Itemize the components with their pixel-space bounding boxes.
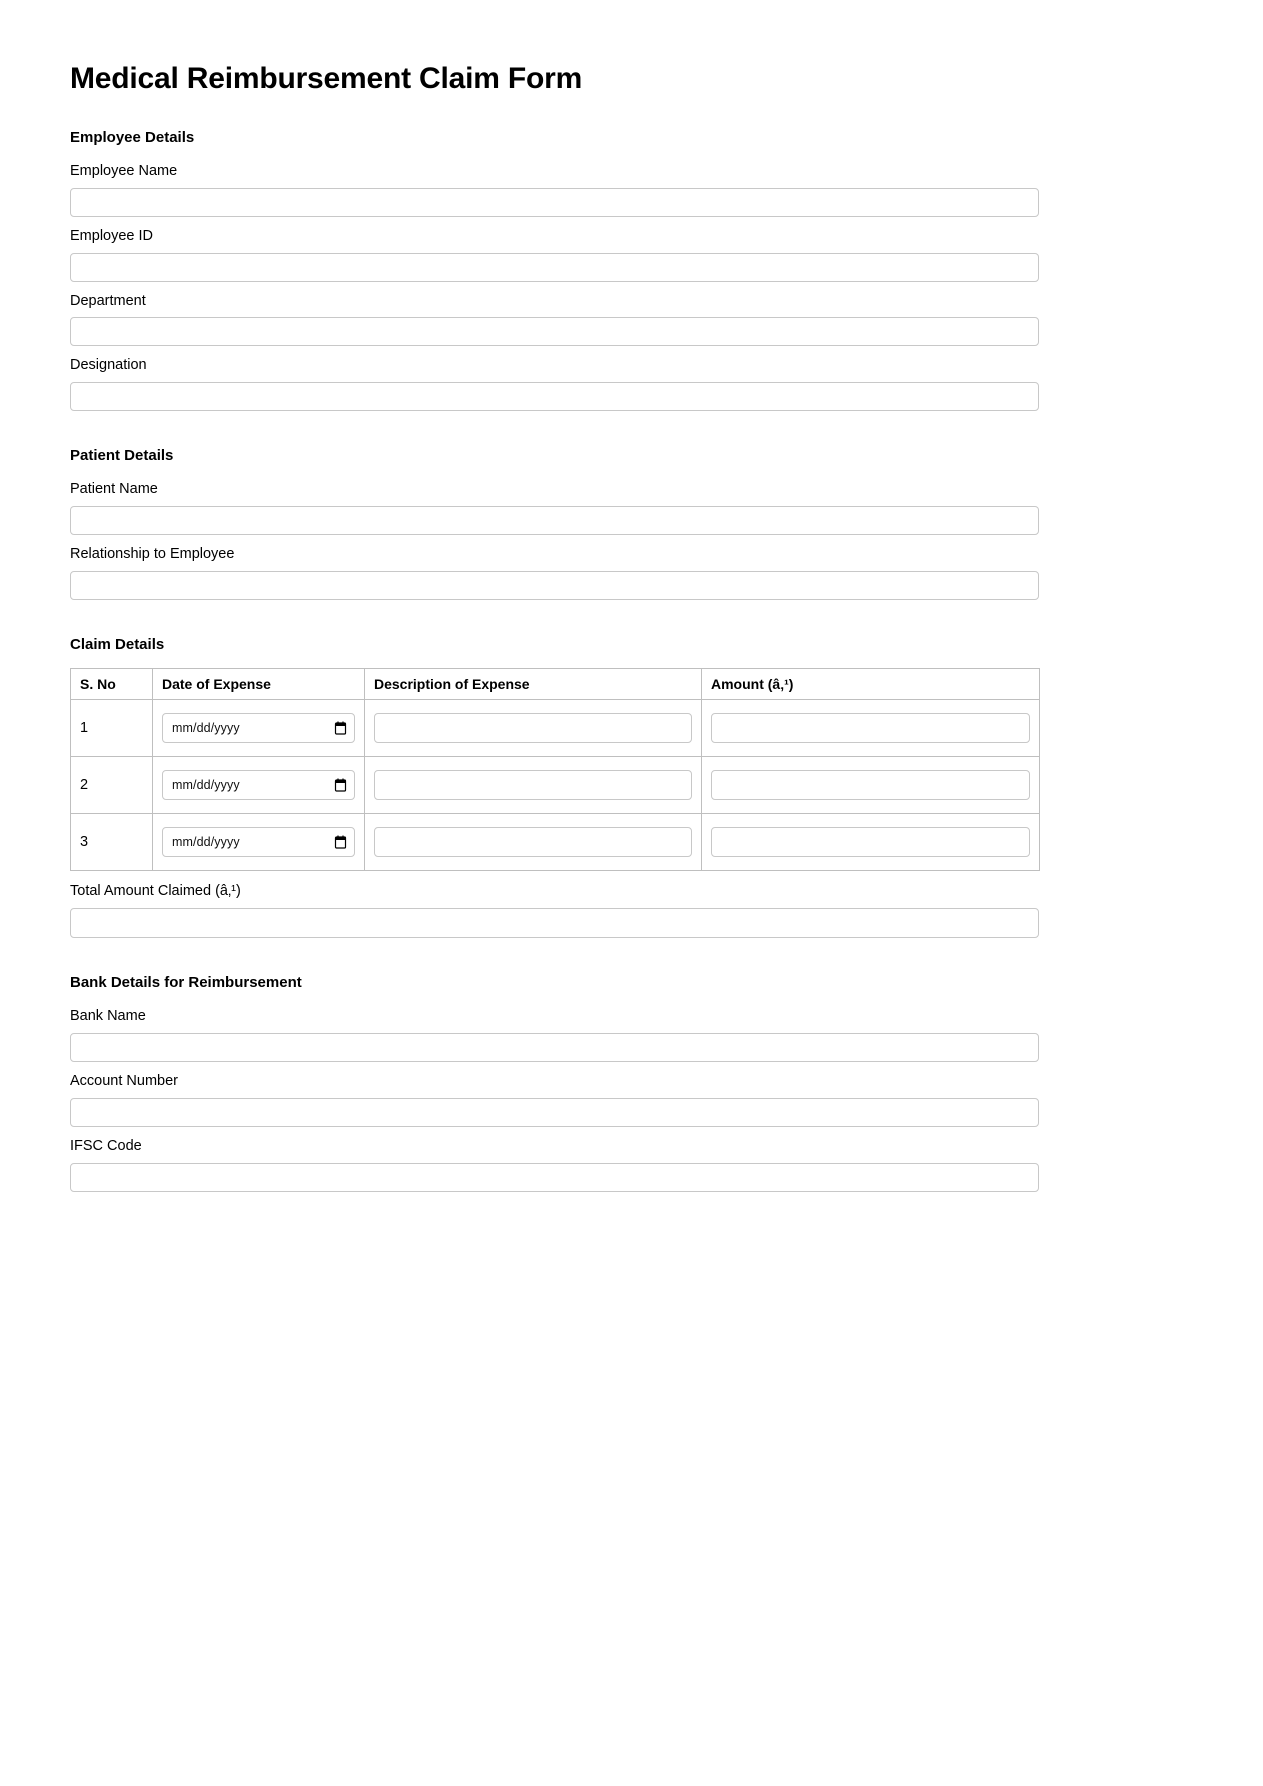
label-employee-name: Employee Name [70, 163, 178, 179]
field-employee-id [70, 226, 1039, 282]
label-designation: Designation [70, 357, 147, 374]
column-header-date: Date of Expense [153, 668, 365, 699]
input-amount-2[interactable] [711, 770, 1030, 800]
input-designation[interactable] [70, 382, 1039, 411]
calendar-icon[interactable] [335, 778, 346, 791]
table-header-row [71, 668, 1040, 699]
date-placeholder-text: mm/dd/yyyy [172, 720, 240, 735]
table-row [71, 756, 1040, 813]
cell-date [153, 699, 365, 756]
date-input-expense-3[interactable] [162, 827, 355, 857]
section-heading-employee: Employee Details [70, 129, 195, 146]
cell-description [365, 699, 702, 756]
cell-description [365, 756, 702, 813]
section-heading-bank: Bank Details for Reimbursement [70, 974, 302, 992]
date-placeholder-text: mm/dd/yyyy [172, 777, 240, 792]
label-employee-id: Employee ID [70, 227, 154, 244]
calendar-icon[interactable] [335, 721, 346, 734]
input-employee-id[interactable] [70, 253, 1039, 282]
field-account-number [70, 1071, 1039, 1127]
field-employee-name [70, 161, 1039, 217]
label-patient-name: Patient Name [70, 481, 158, 497]
label-bank-name: Bank Name [70, 1008, 146, 1025]
field-department [70, 291, 1039, 347]
calendar-icon[interactable] [335, 835, 346, 848]
table-row [71, 813, 1040, 870]
cell-description [365, 813, 702, 870]
label-ifsc-code: IFSC Code [70, 1137, 142, 1154]
input-account-number[interactable] [70, 1098, 1039, 1127]
field-patient-name [70, 479, 1039, 535]
field-relationship-to-employee [70, 544, 1039, 600]
input-description-1[interactable] [374, 713, 692, 743]
section-patient-details [70, 447, 1039, 600]
cell-date [153, 813, 365, 870]
cell-sno: 2 [71, 756, 153, 813]
date-input-expense-1[interactable] [162, 713, 355, 743]
cell-amount [702, 699, 1040, 756]
column-header-description: Description of Expense [365, 668, 702, 699]
input-amount-3[interactable] [711, 827, 1030, 857]
field-total-amount-claimed [70, 881, 1039, 939]
input-bank-name[interactable] [70, 1033, 1039, 1062]
cell-date [153, 756, 365, 813]
input-relationship-to-employee[interactable] [70, 571, 1039, 600]
claim-details-table [70, 668, 1040, 871]
column-header-amount: Amount (â‚¹) [702, 668, 1040, 699]
input-amount-1[interactable] [711, 713, 1030, 743]
section-heading-claim: Claim Details [70, 635, 165, 653]
section-claim-details [70, 636, 1039, 939]
label-total-amount-claimed: Total Amount Claimed (â‚¹) [70, 882, 241, 899]
input-patient-name[interactable] [70, 506, 1039, 535]
input-department[interactable] [70, 317, 1039, 346]
label-department: Department [70, 292, 146, 309]
field-bank-name [70, 1006, 1039, 1062]
table-row [71, 699, 1040, 756]
label-account-number: Account Number [70, 1073, 178, 1089]
input-description-3[interactable] [374, 827, 692, 857]
cell-amount [702, 813, 1040, 870]
section-employee-details [70, 129, 1039, 411]
input-total-amount-claimed[interactable] [70, 908, 1039, 938]
input-ifsc-code[interactable] [70, 1163, 1039, 1192]
date-input-expense-2[interactable] [162, 770, 355, 800]
field-ifsc-code [70, 1136, 1039, 1192]
input-employee-name[interactable] [70, 188, 1039, 217]
cell-amount [702, 756, 1040, 813]
section-bank-details [70, 974, 1039, 1191]
field-designation [70, 355, 1039, 411]
section-heading-patient: Patient Details [70, 447, 174, 464]
date-placeholder-text: mm/dd/yyyy [172, 834, 240, 849]
column-header-sno: S. No [71, 668, 153, 699]
cell-sno: 1 [71, 699, 153, 756]
label-relationship-to-employee: Relationship to Employee [70, 545, 235, 562]
page-title: Medical Reimbursement Claim Form [70, 62, 583, 95]
cell-sno: 3 [71, 813, 153, 870]
input-description-2[interactable] [374, 770, 692, 800]
